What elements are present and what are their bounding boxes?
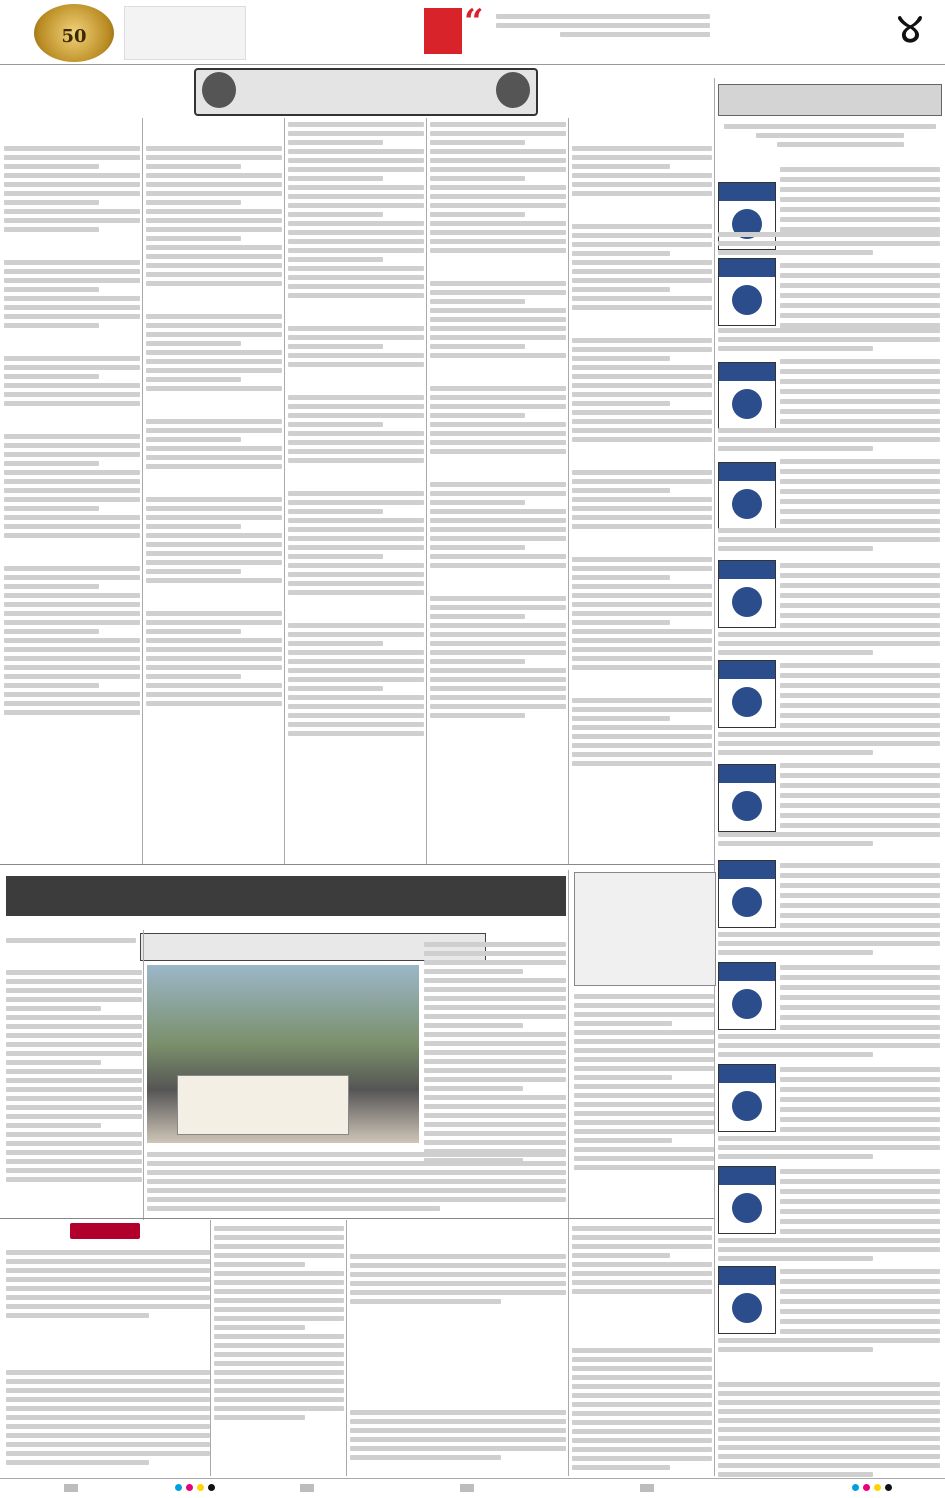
tribute-banner	[177, 1075, 349, 1135]
city-heading	[4, 334, 140, 352]
earthquake-brief-box	[574, 872, 716, 986]
quote-of-the-day	[424, 4, 714, 60]
lower-story-1-body	[6, 1246, 210, 1322]
horoscope-header	[718, 84, 942, 116]
continued-from-page-one-tag	[70, 1223, 140, 1239]
dateline-credit	[6, 934, 136, 947]
yellow-register-dot	[874, 1484, 881, 1491]
events-column-4	[430, 118, 566, 722]
page-number: ୪	[897, 6, 923, 52]
lead-story-continuation	[147, 1148, 566, 1215]
logo-years: 50	[61, 26, 87, 47]
lower-story-2-body	[6, 1366, 210, 1469]
right-ornament-icon	[496, 72, 530, 108]
cyan-register-dot	[175, 1484, 182, 1491]
lead-story-photo	[147, 965, 419, 1143]
city-heading	[288, 469, 424, 487]
quote-icon: “	[464, 2, 484, 42]
dateline	[124, 6, 246, 60]
horoscope-entry-kanya	[718, 656, 940, 756]
city-heading	[4, 124, 140, 142]
jubilee-logo	[34, 4, 114, 62]
registration-mark	[460, 1484, 474, 1492]
lower-story-6-body-continued	[572, 1344, 712, 1474]
events-column-3	[288, 118, 424, 740]
city-heading	[288, 373, 424, 391]
city-heading	[288, 304, 424, 322]
cyan-register-dot	[852, 1484, 859, 1491]
city-heading	[572, 448, 712, 466]
registration-mark	[64, 1484, 78, 1492]
city-heading	[146, 475, 282, 493]
kanya-sign-icon	[718, 660, 776, 728]
registration-mark	[300, 1484, 314, 1492]
tula-sign-icon	[718, 764, 776, 832]
dhanu-sign-icon	[718, 962, 776, 1030]
horoscope-entry-tula	[718, 756, 940, 856]
astrologer-byline	[724, 120, 936, 151]
city-heading	[572, 316, 712, 334]
city-heading	[430, 364, 566, 382]
city-heading	[572, 535, 712, 553]
city-heading	[572, 676, 712, 694]
lower-story-5-body	[350, 1406, 566, 1464]
lower-story-1-headline	[6, 1222, 66, 1244]
lead-story-headline	[6, 870, 566, 922]
city-heading	[4, 238, 140, 256]
city-heading	[4, 412, 140, 430]
lead-story-column-1	[6, 966, 142, 1186]
left-ornament-icon	[202, 72, 236, 108]
lower-story-6-headline	[572, 1318, 672, 1340]
horoscope-entry-vrisha	[718, 256, 940, 352]
city-heading	[146, 589, 282, 607]
horoscope-entry-karkata	[718, 452, 940, 556]
horoscope-entry-bichha	[718, 856, 940, 956]
section-title-band	[194, 68, 538, 116]
black-register-dot	[208, 1484, 215, 1491]
lower-story-4-body	[350, 1250, 566, 1308]
city-heading	[146, 397, 282, 415]
earthquake-brief-body	[574, 990, 714, 1174]
karkata-sign-icon	[718, 462, 776, 530]
yellow-register-dot	[197, 1484, 204, 1491]
simha-sign-icon	[718, 560, 776, 628]
city-heading	[430, 574, 566, 592]
vrisha-sign-icon	[718, 258, 776, 326]
horoscope-entry-kumbha	[718, 1162, 940, 1262]
city-heading	[288, 601, 424, 619]
horoscope-entry-makara	[718, 1060, 940, 1160]
horoscope-entry-mina	[718, 1262, 940, 1362]
black-register-dot	[885, 1484, 892, 1491]
almanac-note	[718, 1378, 940, 1481]
horoscope-entry-simha	[718, 556, 940, 656]
events-column-2	[146, 118, 282, 710]
city-heading	[146, 292, 282, 310]
events-column-5	[572, 118, 712, 770]
lower-story-3-body	[214, 1222, 344, 1424]
events-column-1	[4, 118, 140, 719]
city-heading	[430, 259, 566, 277]
bichha-sign-icon	[718, 860, 776, 928]
lower-story-4-headline	[350, 1224, 490, 1246]
lower-story-5-headline	[350, 1380, 490, 1402]
horoscope-entry-mithuna	[718, 352, 940, 452]
mina-sign-icon	[718, 1266, 776, 1334]
lower-story-2-headline	[6, 1340, 126, 1362]
city-heading	[4, 544, 140, 562]
masthead	[0, 0, 945, 65]
registration-mark	[640, 1484, 654, 1492]
magenta-register-dot	[863, 1484, 870, 1491]
city-heading	[572, 124, 712, 142]
city-heading	[572, 202, 712, 220]
magenta-register-dot	[186, 1484, 193, 1491]
mithuna-sign-icon	[718, 362, 776, 430]
quote-badge	[424, 8, 462, 54]
city-heading	[430, 460, 566, 478]
makara-sign-icon	[718, 1064, 776, 1132]
city-heading	[146, 124, 282, 142]
lower-story-6-body	[572, 1222, 712, 1298]
lead-story-column-3	[424, 938, 566, 1167]
horoscope-entry-mesha	[718, 160, 940, 256]
horoscope-entry-dhanu	[718, 958, 940, 1058]
kumbha-sign-icon	[718, 1166, 776, 1234]
